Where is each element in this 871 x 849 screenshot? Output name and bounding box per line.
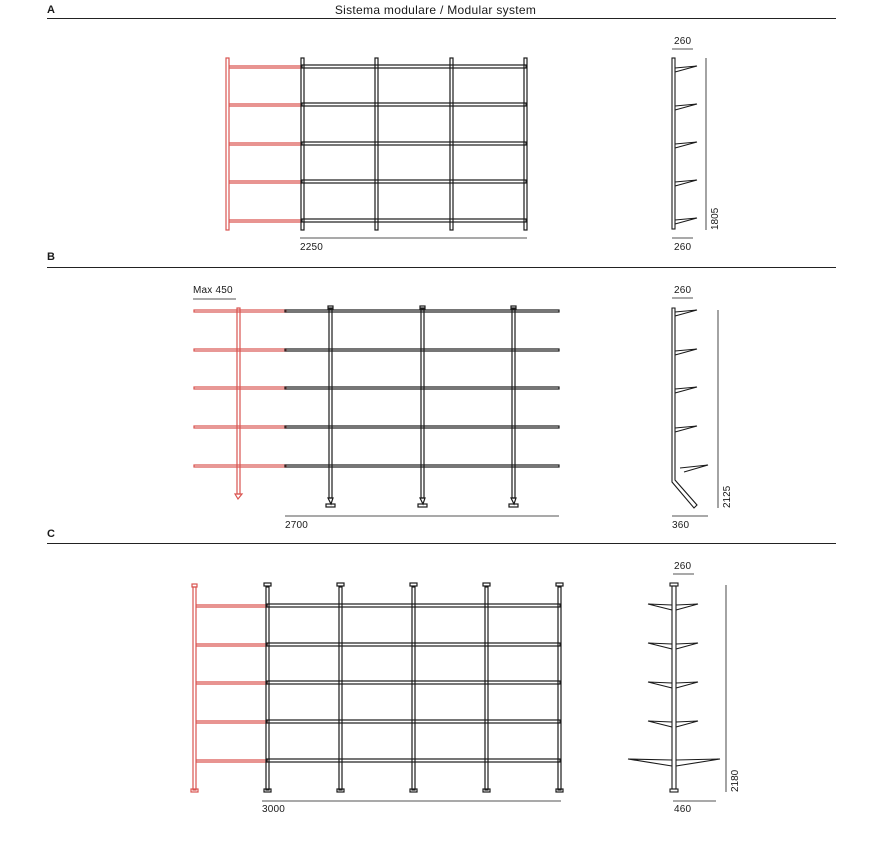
section-a-label: A: [47, 4, 55, 16]
section-c-side-view: [628, 574, 726, 801]
section-c-front-view: [191, 583, 563, 801]
section-b-depth-top-label: 260: [674, 285, 692, 296]
page-title: Sistema modulare / Modular system: [334, 3, 537, 17]
section-c-label: C: [47, 528, 55, 540]
section-c-depth-top-label: 260: [674, 561, 692, 572]
section-a-depth-bottom-label: 260: [674, 242, 692, 253]
section-a-side-view: [672, 49, 706, 238]
section-b-side-view: [672, 298, 718, 516]
section-b-width-label: 2700: [285, 520, 309, 531]
section-c-width-label: 3000: [262, 804, 286, 815]
section-c-main-frame: [264, 583, 563, 792]
section-b-extension-label: Max 450: [193, 285, 233, 296]
section-a-width-label: 2250: [300, 242, 324, 253]
section-b-label: B: [47, 251, 55, 263]
section-b-front-view: [193, 299, 559, 516]
section-a-height-label: 1805: [710, 207, 721, 230]
section-b-extension-module: [194, 308, 286, 499]
section-b-depth-bottom-label: 360: [672, 520, 690, 531]
section-b-main-frame: [285, 306, 559, 507]
section-a-extension-module: [226, 58, 302, 230]
section-a-depth-top-label: 260: [674, 36, 692, 47]
section-c-extension-module: [191, 584, 268, 792]
section-b-height-label: 2125: [722, 485, 733, 508]
section-a-main-frame: [301, 58, 527, 230]
section-a-front-view: [226, 58, 527, 238]
section-c-depth-bottom-label: 460: [674, 804, 692, 815]
section-c-height-label: 2180: [730, 769, 741, 792]
